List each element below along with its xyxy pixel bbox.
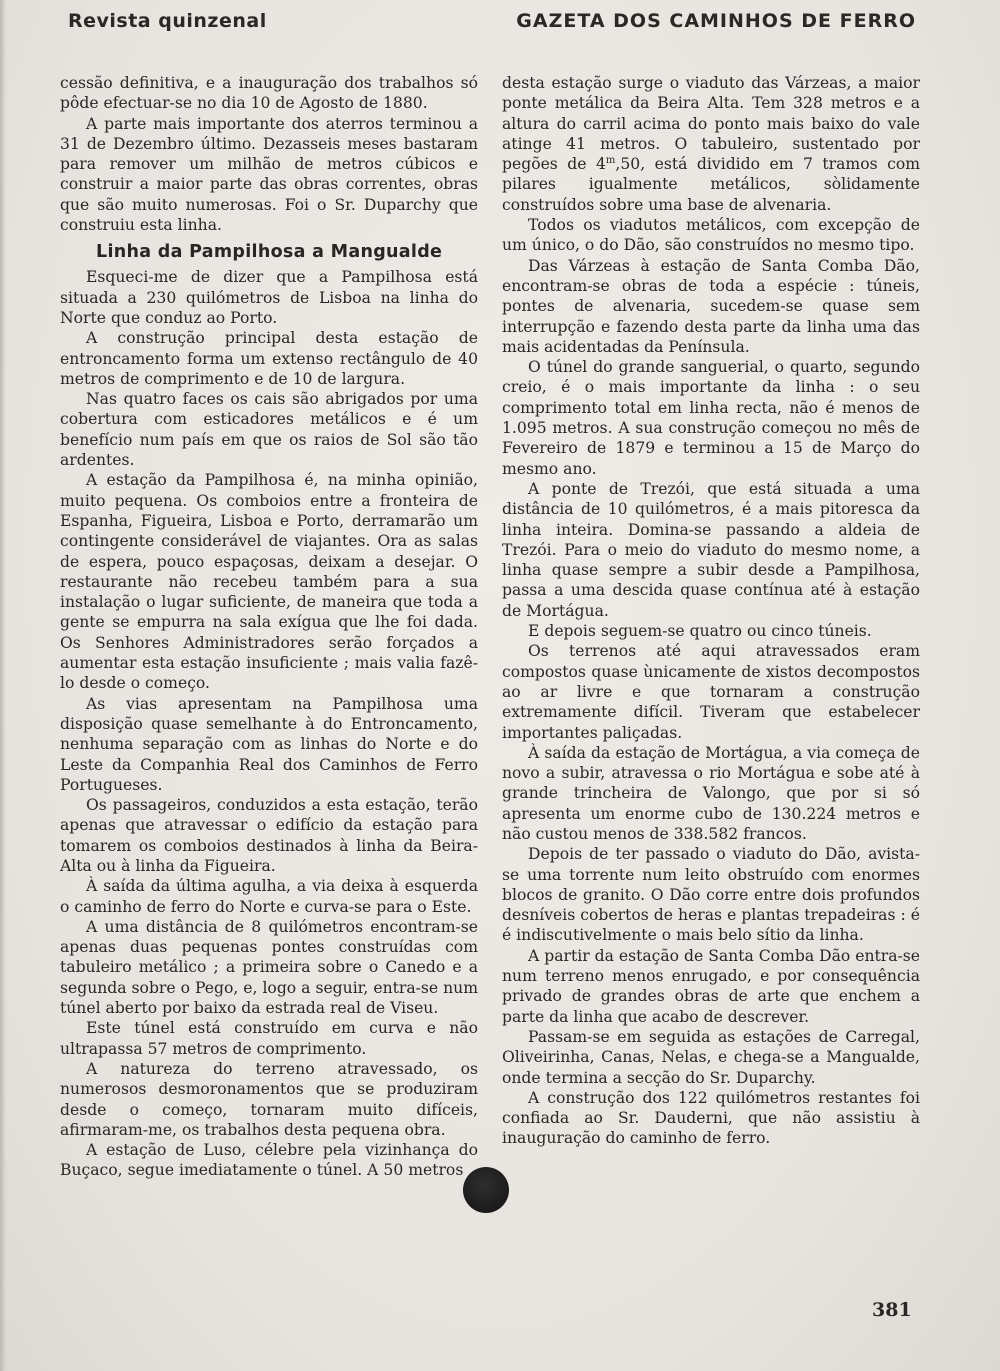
paragraph: cessão definitiva, e a inauguração dos trabalhos só pôde efectuar-se no dia 10 de Agosto de 1880.	[60, 74, 478, 113]
running-header-right: GAZETA DOS CAMINHOS DE FERRO	[516, 10, 916, 32]
paragraph: Os passageiros, conduzidos a esta estação, terão apenas que atravessar o edifício da estação para tomarem os comboios destinados à linha da Beira-Alta ou à linha da Figueira.	[60, 796, 478, 875]
paragraph: A construção principal desta estação de entroncamento forma um extenso rectângulo de 40 metros de comprimento e de 10 de largura.	[60, 329, 478, 388]
paragraph: À saída da estação de Mortágua, a via começa de novo a subir, atravessa o rio Mortágua e sobe até à grande trincheira de Valongo, que por si só apresenta um enorme cubo de 130.224 metros e não custou menos de 338.582 francos.	[502, 743, 920, 843]
paragraph: Os terrenos até aqui atravessados eram compostos quase ùnicamente de xistos decompostos ao ar livre e que tornaram a construção extremamente difícil. Tiveram que estabelecer importantes paliçadas.	[502, 642, 920, 742]
superscript-unit: m	[605, 155, 616, 166]
running-header-left: Revista quinzenal	[68, 10, 267, 32]
ink-dot-ornament	[463, 1167, 509, 1213]
paragraph: O túnel do grande sanguerial, o quarto, segundo creio, é o mais importante da linha : o seu comprimento total em linha recta, não é menos de 1.095 metros. A sua construção começou no mês de Fevereiro de 1879 e terminou a 15 de Março do mesmo ano.	[502, 358, 920, 478]
paragraph: E depois seguem-se quatro ou cinco túneis.	[528, 622, 872, 641]
paragraph: A estação de Luso, célebre pela vizinhança do Buçaco, segue imediatamente o túnel. A 50 metros	[60, 1141, 478, 1180]
paragraph: À saída da última agulha, a via deixa à esquerda o caminho de ferro do Norte e curva-se para o Este.	[60, 877, 478, 916]
page-edge-shadow	[0, 0, 6, 1371]
paragraph: Passam-se em seguida as estações de Carregal, Oliveirinha, Canas, Nelas, e chega-se a Mangualde, onde termina a secção do Sr. Duparchy.	[502, 1027, 920, 1087]
paragraph: A natureza do terreno atravessado, os numerosos desmoronamentos que se produziram desde o começo, tornaram muito difíceis, afirmaram-me, os trabalhos desta pequena obra.	[60, 1059, 478, 1139]
paragraph	[502, 73, 920, 215]
paragraph: Esqueci-me de dizer que a Pampilhosa está situada a 230 quilómetros de Lisboa na linha do Norte que conduz ao Porto.	[60, 268, 478, 327]
paragraph: Este túnel está construído em curva e não ultrapassa 57 metros de comprimento.	[60, 1019, 478, 1058]
paragraph-text: desta estação surge o viaduto das Várzeas, a maior ponte metálica da Beira Alta. Tem 328 metros e a altura do carril acima do ponto mais baixo do vale atinge 41 metros. O tabuleiro, sustentado por pegões de 4	[502, 74, 920, 174]
paragraph: Das Várzeas à estação de Santa Comba Dão, encontram-se obras de toda a espécie : túneis, pontes de alvenaria, sucedem-se quase sem interrupção e fazendo desta parte da linha uma das mais acidentadas da Península.	[502, 256, 920, 356]
paragraph: Depois de ter passado o viaduto do Dão, avista-se uma torrente num leito obstruído com enormes blocos de granito. O Dão corre entre dois profundos desníveis cobertos de heras e plantas trepadeiras : é é indiscutivelmente o mais belo sítio da linha.	[502, 845, 920, 945]
left-column	[60, 73, 478, 1181]
paragraph: A partir da estação de Santa Comba Dão entra-se num terreno menos enrugado, e por consequência privado de grandes obras de arte que enchem a parte da linha que acabo de descrever.	[502, 946, 921, 1026]
paragraph: A uma distância de 8 quilómetros encontram-se apenas duas pequenas pontes construídas com tabuleiro metálico ; a primeira sobre o Canedo e a segunda sobre o Pego, e, logo a seguir, entra-se num túnel aberto por baixo da estrada real de Viseu.	[60, 917, 478, 1018]
page-number: 381	[872, 1299, 912, 1321]
paragraph-text: ,50, está dividido em 7 tramos com pilares igualmente metálicos, sòlidamente construídos sobre uma base de alvenaria.	[502, 155, 921, 214]
paragraph: A estação da Pampilhosa é, na minha opinião, muito pequena. Os comboios entre a fronteira de Espanha, Figueira, Lisboa e Porto, derramarão um contingente considerável de viajantes. Ora as salas de espera, pouco espaçosas, deixam a desejar. O restaurante não recebeu também para a sua instalação o lugar suficiente, de maneira que toda a gente se empurra na sala exígua que lhe foi dada. Os Senhores Administradores serão forçados a aumentar esta estação insuficiente ; mais valia fazê-lo desde o começo.	[60, 471, 478, 693]
paragraph: Todos os viadutos metálicos, com excepção de um único, o do Dão, são construídos no mesmo tipo.	[502, 216, 920, 255]
right-column	[502, 73, 920, 1149]
paragraph: Nas quatro faces os cais são abrigados por uma cobertura com esticadores metálicos e é um benefício num país em que os raios de Sol são tão ardentes.	[60, 390, 478, 470]
section-heading: Linha da Pampilhosa a Mangualde	[96, 242, 443, 263]
paragraph: A parte mais importante dos aterros terminou a 31 de Dezembro último. Dezasseis meses bastaram para remover um milhão de metros cúbicos e construir a maior parte das obras correntes, obras que são muito numerosas. Foi o Sr. Duparchy que construiu esta linha.	[60, 114, 478, 235]
paragraph: A construção dos 122 quilómetros restantes foi confiada ao Sr. Dauderni, que não assistiu à inauguração do caminho de ferro.	[502, 1088, 920, 1148]
paragraph: A ponte de Trezói, que está situada a uma distância de 10 quilómetros, é a mais pitoresca da linha inteira. Domina-se passando a aldeia de Trezói. Para o meio do viaduto do mesmo nome, a linha quase sempre a subir desde a Pampilhosa, passa a uma descida quase contínua até à estação de Mortágua.	[502, 479, 920, 620]
paragraph: As vias apresentam na Pampilhosa uma disposição quase semelhante à do Entroncamento, nenhuma separação com as linhas do Norte e do Leste da Companhia Real dos Caminhos de Ferro Portugueses.	[60, 694, 478, 794]
